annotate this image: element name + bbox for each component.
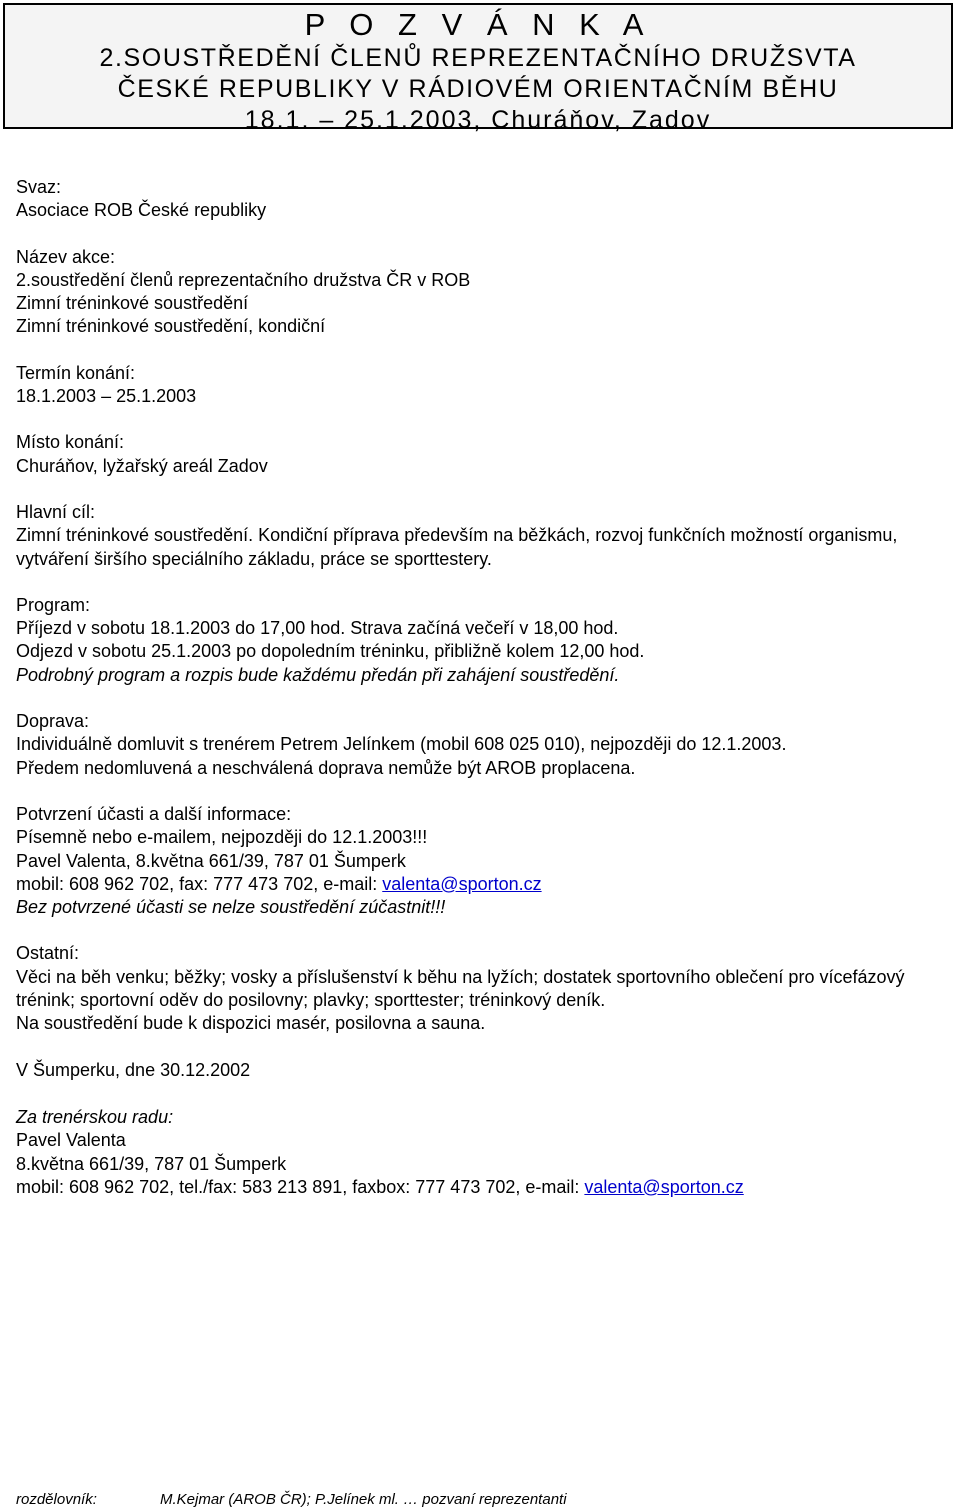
header-line-1: 2.SOUSTŘEDĚNÍ ČLENŮ REPREZENTAČNÍHO DRUŽSVTA (99, 44, 857, 72)
section-doprava (16, 710, 946, 780)
ostatni-label: Ostatní: (16, 943, 80, 964)
cil-label: Hlavní cíl: (16, 501, 96, 522)
ostatni-text: Věci na běh venku; běžky; vosky a příslušenství k běhu na lyžích; dostatek sportovního oblečení pro vícefázový trénink; sportovní oděv do posilovny; plavky; sporttester; tréninkový deník. (16, 966, 905, 1011)
potvrzeni-line-1: Písemně nebo e-mailem, nejpozději do 12.1.2003!!! (16, 827, 428, 848)
nazev-label: Název akce: (16, 246, 116, 267)
section-ostatni (16, 942, 946, 1035)
nazev-line: 2.soustředění členů reprezentačního družstva ČR v ROB (16, 269, 471, 290)
doprava-label: Doprava: (16, 711, 90, 732)
section-nazev (16, 246, 946, 339)
section-signature (16, 1106, 946, 1199)
header-box (3, 3, 953, 134)
program-label: Program: (16, 594, 91, 615)
signature-contact (16, 1176, 946, 1199)
section-svaz (16, 176, 946, 223)
section-misto (16, 431, 946, 478)
signature-name: Pavel Valenta (16, 1130, 126, 1151)
misto-label: Místo konání: (16, 432, 125, 453)
date-line: V Šumperku, dne 30.12.2002 (16, 1060, 251, 1081)
program-line-1: Příjezd v sobotu 18.1.2003 do 17,00 hod. Strava začíná večeří v 18,00 hod. (16, 618, 619, 639)
nazev-line: Zimní tréninkové soustředění (16, 293, 249, 314)
doprava-line-1: Individuálně domluvit s trenérem Petrem Jelínkem (mobil 608 025 010), nejpozději do 12.1.2003. (16, 734, 787, 755)
document-body (16, 176, 946, 1199)
signature-address: 8.května 661/39, 787 01 Šumperk (16, 1153, 287, 1174)
doprava-line-2: Předem nedomluvená a neschválená doprava nemůže být AROB proplacena. (16, 757, 636, 778)
misto-value: Churáňov, lyžařský areál Zadov (16, 455, 268, 476)
footer-label: rozdělovník: (16, 1491, 97, 1508)
section-potvrzeni (16, 803, 946, 919)
signature-contact-prefix: mobil: 608 962 702, tel./fax: 583 213 891, faxbox: 777 473 702, e-mail: (16, 1176, 585, 1197)
ostatni-line-2: Na soustředění bude k dispozici masér, posilovna a sauna. (16, 1013, 486, 1034)
signature-email-link[interactable]: valenta@sporton.cz (584, 1176, 744, 1197)
document-title: P O Z V Á N K A (304, 7, 652, 42)
potvrzeni-contact-prefix: mobil: 608 962 702, fax: 777 473 702, e-mail: (16, 873, 383, 894)
potvrzeni-label: Potvrzení účasti a další informace: (16, 803, 292, 824)
cil-text: Zimní tréninkové soustředění. Kondiční příprava především na běžkách, rozvoj funkčních možností organismu, vytváření širšího speciálního základu, práce se sporttestery. (16, 525, 898, 569)
nazev-line: Zimní tréninkové soustředění, kondiční (16, 316, 326, 337)
program-line-2: Odjezd v sobotu 25.1.2003 po dopoledním tréninku, přibližně kolem 12,00 hod. (16, 641, 645, 662)
header-line-2: ČESKÉ REPUBLIKY V RÁDIOVÉM ORIENTAČNÍM BĚHU (117, 75, 839, 103)
header-line-3: 18.1. – 25.1.2003, Churáňov, Zadov (244, 106, 712, 134)
footer (16, 1490, 946, 1510)
potvrzeni-note: Bez potvrzené účasti se nelze soustředění zúčastnit!!! (16, 897, 446, 918)
termin-value: 18.1.2003 – 25.1.2003 (16, 386, 197, 407)
potvrzeni-line-2: Pavel Valenta, 8.května 661/39, 787 01 Šumperk (16, 850, 406, 871)
email-link[interactable]: valenta@sporton.cz (382, 873, 542, 894)
footer-text: M.Kejmar (AROB ČR); P.Jelínek ml. … pozvaní reprezentanti (160, 1491, 567, 1508)
program-note: Podrobný program a rozpis bude každému předán při zahájení soustředění. (16, 664, 620, 685)
section-program (16, 594, 946, 687)
svaz-value: Asociace ROB České republiky (16, 200, 267, 221)
termin-label: Termín konání: (16, 362, 136, 383)
section-cil (16, 501, 946, 571)
potvrzeni-contact (16, 873, 946, 896)
signature-label: Za trenérskou radu: (16, 1106, 174, 1127)
svaz-label: Svaz: (16, 177, 62, 197)
section-termin (16, 362, 946, 409)
